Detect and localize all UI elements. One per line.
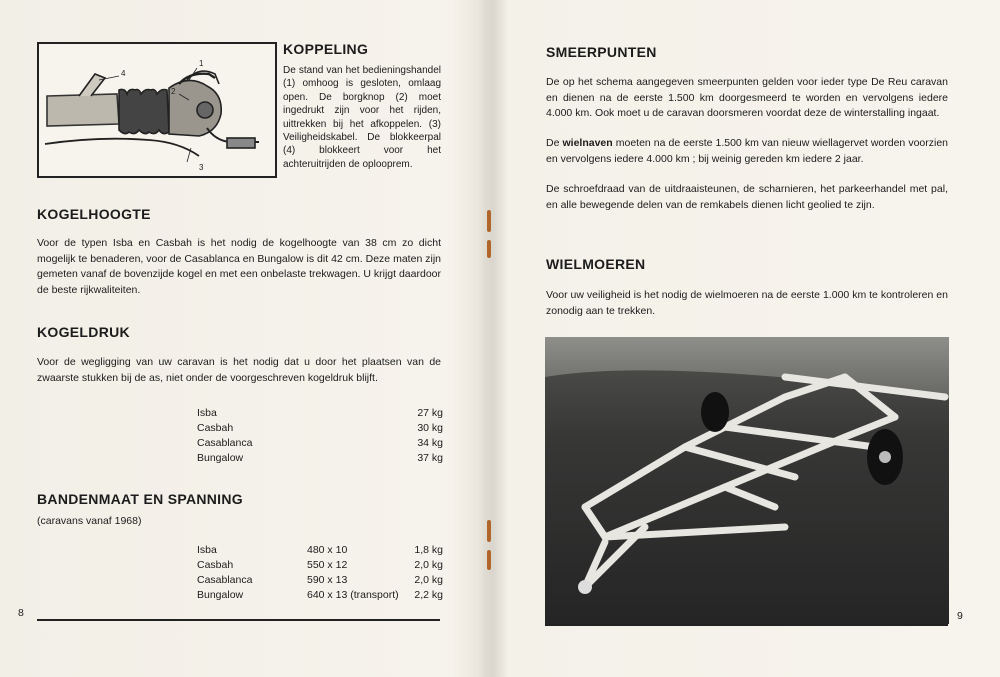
table-row xyxy=(197,451,443,466)
model-name: Casbah xyxy=(197,422,234,434)
smeerpunten-paragraph-1: De op het schema aangegeven smeerpunten gelden voor ieder type De Reu caravan en dienen na de eerste 1.500 km doorgesmeerd te worden en vervolgens iedere 4.000 km. Ook moet u de caravan doorsmeren voordat deze de winterstalling ingaat. xyxy=(546,76,948,119)
model-name: Bungalow xyxy=(197,589,244,601)
table-row xyxy=(197,406,443,421)
staple xyxy=(487,550,491,570)
coupling-diagram xyxy=(37,42,277,178)
table-row xyxy=(197,588,443,603)
model-name: Casbah xyxy=(197,559,234,571)
wielnaven-term: wielnaven xyxy=(562,137,613,149)
text-run: moeten na de eerste 1.500 km van nieuw wiellagervet worden voorzien en vervolgens iedere 4.000 km ; bij weinig gereden km iedere 2 jaar. xyxy=(546,137,949,165)
page-number-right: 9 xyxy=(957,610,963,622)
kogeldruk-text: Voor de wegligging van uw caravan is het nodig dat u door het plaatsen van de zwaarste stukken bij de as, niet onder de voorgeschreven kogeldruk blijft. xyxy=(37,356,441,384)
table-row xyxy=(197,573,443,588)
ball-load: 37 kg xyxy=(417,452,443,464)
ball-load: 34 kg xyxy=(417,437,443,449)
callout-label: 4 xyxy=(121,69,126,78)
model-name: Casablanca xyxy=(197,574,253,586)
footer-rule xyxy=(37,619,440,621)
model-name: Isba xyxy=(197,544,217,556)
tyre-pressure: 2,0 kg xyxy=(414,559,443,571)
staple xyxy=(487,520,491,542)
tyre-size: 590 x 13 xyxy=(307,574,348,586)
tyre-pressure: 2,0 kg xyxy=(414,574,443,586)
page-gutter xyxy=(478,0,508,677)
text-run: De xyxy=(546,137,563,149)
tyre-pressure: 1,8 kg xyxy=(414,544,443,556)
koppeling-heading: KOPPELING xyxy=(283,41,369,57)
staple xyxy=(487,210,491,232)
tyre-pressure: 2,2 kg xyxy=(414,589,443,601)
wielmoeren-heading: WIELMOEREN xyxy=(546,256,646,272)
bandenmaat-heading: BANDENMAAT EN SPANNING xyxy=(37,491,243,507)
smeerpunten-heading: SMEERPUNTEN xyxy=(546,44,657,60)
callout-label: 3 xyxy=(199,163,204,172)
tyre-size: 640 x 13 (transport) xyxy=(307,589,399,601)
table-row xyxy=(197,558,443,573)
bandenmaat-subtitle: (caravans vanaf 1968) xyxy=(37,515,142,527)
table-row xyxy=(197,421,443,436)
wielmoeren-text: Voor uw veiligheid is het nodig de wielmoeren na de eerste 1.000 km te kontroleren en zonodig aan te trekken. xyxy=(546,289,948,317)
koppeling-text: De stand van het bedieningshandel (1) omhoog is gesloten, omlaag open. De borgknop (2) moet ingedrukt zijn voor het rijden, uittrekken bij het afkoppelen. (3) Veiligheidskabel. De blokkeerpal (4) blokkeert voor het achteruitrijden de oplooprem. xyxy=(283,65,441,170)
coupling-drawing xyxy=(39,44,275,176)
table-row xyxy=(197,436,443,451)
tyre-size: 480 x 10 xyxy=(307,544,348,556)
tyre-size: 550 x 12 xyxy=(307,559,348,571)
model-name: Isba xyxy=(197,407,217,419)
smeerpunten-paragraph-3: De schroefdraad van de uitdraaisteunen, de scharnieren, het parkeerhandel met pal, en alle bewegende delen van de remkabels dienen licht geolied te zijn. xyxy=(546,183,948,211)
chassis-illustration xyxy=(545,337,949,624)
table-row xyxy=(197,543,443,558)
callout-label: 1 xyxy=(199,59,204,68)
model-name: Bungalow xyxy=(197,452,244,464)
callout-label: 2 xyxy=(171,87,176,96)
kogeldruk-heading: KOGELDRUK xyxy=(37,324,130,340)
chassis-photo xyxy=(545,337,949,624)
bandenmaat-table xyxy=(197,543,443,603)
kogeldruk-table xyxy=(197,406,443,466)
kogelhoogte-heading: KOGELHOOGTE xyxy=(37,206,151,222)
ball-load: 30 kg xyxy=(417,422,443,434)
model-name: Casablanca xyxy=(197,437,253,449)
ball-load: 27 kg xyxy=(417,407,443,419)
footer-rule xyxy=(545,624,948,626)
kogelhoogte-text: Voor de typen Isba en Casbah is het nodig de kogelhoogte van 38 cm zo dicht mogelijk te benaderen, voor de Casablanca en Bungalow is dit 42 cm. Deze maten zijn gemeten vanaf de bovenzijde kogel en met een onbelaste trekwagen. U krijgt daardoor de beste rijkwaliteiten. xyxy=(37,237,441,296)
smeerpunten-paragraph-2 xyxy=(546,136,948,167)
page-number-left: 8 xyxy=(18,607,24,619)
staple xyxy=(487,240,491,258)
